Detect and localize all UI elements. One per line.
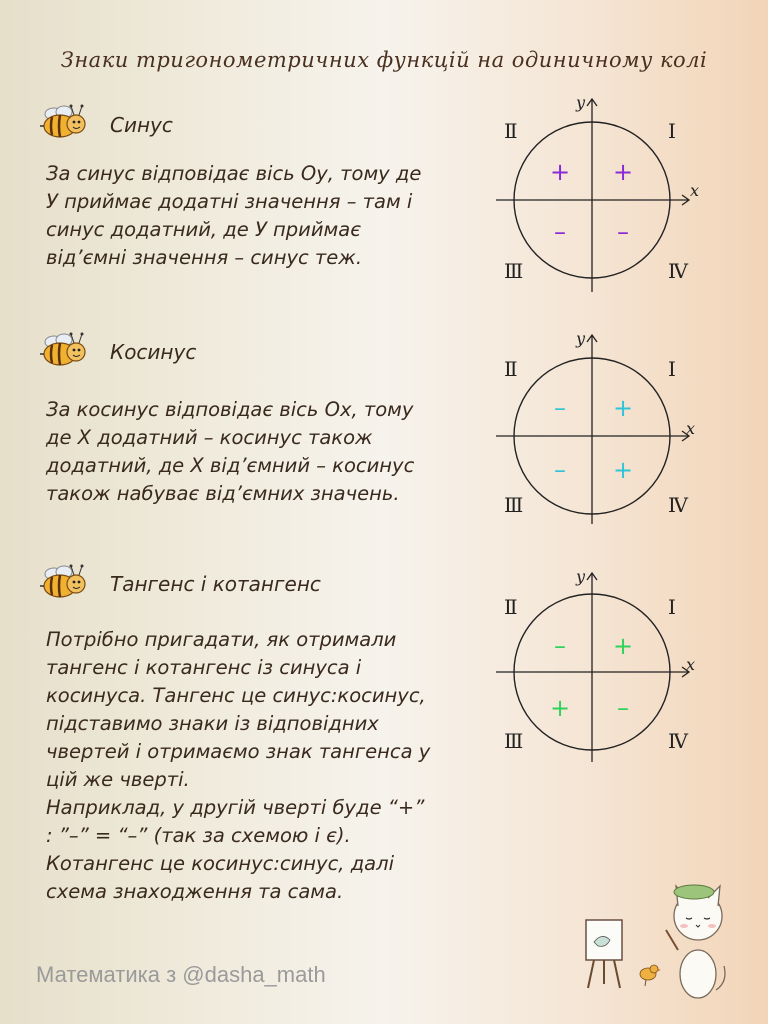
sign-q1: + bbox=[612, 632, 634, 660]
unit-circle-diagram-cosine bbox=[490, 328, 710, 528]
sign-q3: + bbox=[549, 694, 571, 722]
quadrant-label-4: Ⅳ bbox=[668, 493, 688, 517]
bee-icon bbox=[38, 328, 94, 372]
sign-q2: – bbox=[554, 632, 566, 660]
quadrant-label-3: Ⅲ bbox=[504, 729, 524, 753]
x-axis-label: x bbox=[690, 181, 700, 200]
cat-icon bbox=[666, 885, 725, 998]
sign-q2: – bbox=[554, 394, 566, 422]
section-text: За синус відповідає вісь Оу, тому де У приймає додатні значення – там і синус додатний, де У приймає від’ємні значення – синус теж. bbox=[46, 162, 422, 269]
sign-q3: – bbox=[554, 218, 566, 246]
y-axis-label: y bbox=[576, 567, 586, 586]
bee-icon bbox=[38, 100, 94, 144]
quadrant-label-1: Ⅰ bbox=[668, 119, 676, 143]
section-text-paragraph: Потрібно пригадати, як отримали тангенс і котангенс із синуса і косинуса. Тангенс це синус:косинус, підставимо знаки із відповідних чвертей і отримаємо знак тангенса у цій же чверті. bbox=[46, 628, 431, 791]
quadrant-label-1: Ⅰ bbox=[668, 595, 676, 619]
x-axis-label: x bbox=[686, 655, 696, 674]
y-axis-label: y bbox=[576, 93, 586, 112]
sign-q1: + bbox=[612, 158, 634, 186]
section-heading: Синус bbox=[110, 113, 173, 137]
page-title: Знаки тригонометричних функцій на одиничному колі bbox=[60, 48, 708, 72]
sign-q2: + bbox=[549, 158, 571, 186]
bird-icon bbox=[640, 965, 661, 986]
y-axis-label: y bbox=[576, 329, 586, 348]
quadrant-label-1: Ⅰ bbox=[668, 357, 676, 381]
easel-icon bbox=[586, 920, 622, 988]
cat-artist-illustration bbox=[580, 870, 730, 1010]
footer-credit: Математика з @dasha_math bbox=[36, 962, 326, 987]
section-text-paragraph: Наприклад, у другій чверті буде “+” : ”–” = “–” (так за схемою і є). bbox=[46, 796, 425, 847]
quadrant-label-2: Ⅱ bbox=[504, 119, 518, 143]
section-heading: Тангенс і котангенс bbox=[110, 572, 321, 596]
sign-q4: + bbox=[612, 456, 634, 484]
quadrant-label-4: Ⅳ bbox=[668, 729, 688, 753]
quadrant-label-2: Ⅱ bbox=[504, 595, 518, 619]
section-text-paragraph: Котангенс це косинус:синус, далі схема знаходження та сама. bbox=[46, 852, 395, 903]
quadrant-label-3: Ⅲ bbox=[504, 259, 524, 283]
x-axis-label: x bbox=[686, 419, 696, 438]
sign-q4: – bbox=[617, 218, 629, 246]
section-heading: Косинус bbox=[110, 340, 197, 364]
unit-circle-diagram-sine bbox=[490, 92, 710, 302]
bee-icon bbox=[38, 560, 94, 604]
quadrant-label-3: Ⅲ bbox=[504, 493, 524, 517]
unit-circle-diagram-tangent bbox=[490, 566, 710, 766]
quadrant-label-4: Ⅳ bbox=[668, 259, 688, 283]
quadrant-label-2: Ⅱ bbox=[504, 357, 518, 381]
section-text: За косинус відповідає вісь Ох, тому де Х додатний – косинус також додатний, де Х від’ємний – косинус також набуває від’ємних значень. bbox=[46, 398, 415, 505]
sign-q4: – bbox=[617, 694, 629, 722]
sign-q1: + bbox=[612, 394, 634, 422]
section-text bbox=[46, 626, 436, 906]
sign-q3: – bbox=[554, 456, 566, 484]
